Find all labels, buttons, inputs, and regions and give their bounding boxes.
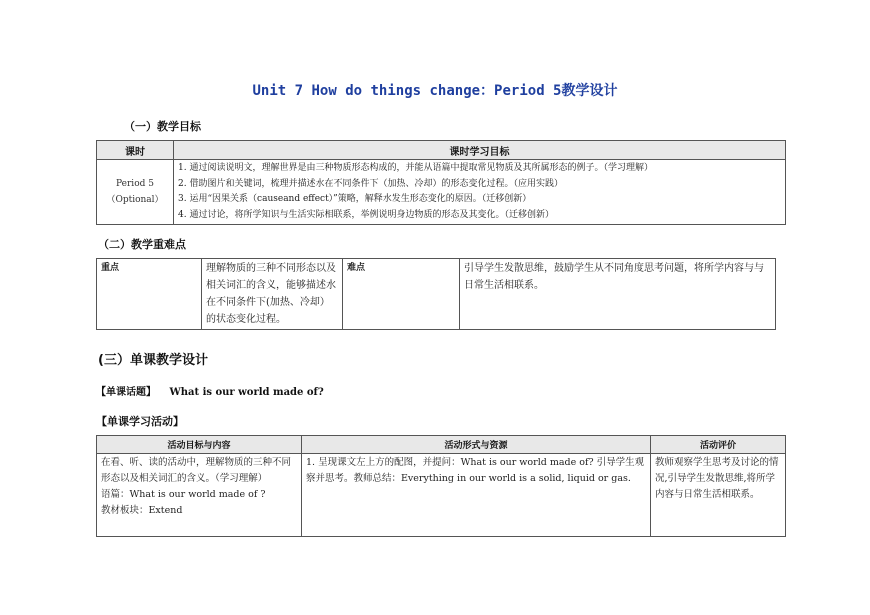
activity-table-header	[97, 436, 786, 454]
activity-module: 教材板块：Extend	[101, 505, 183, 516]
goal-item: 2. 借助图片和关键词，梳理并描述水在不同条件下（加热、冷却）的形态变化过程。（应用实践）	[178, 178, 563, 189]
col-form-header: 活动形式与资源	[302, 436, 651, 454]
goals-table	[96, 140, 786, 225]
col-goals-header: 课时学习目标	[174, 141, 786, 160]
goals-cell	[174, 160, 786, 225]
period-cell	[97, 160, 174, 225]
topic-question: What is our world made of?	[169, 387, 324, 398]
goal-item: 4. 通过讨论，将所学知识与生活实际相联系，举例说明身边物质的形态及其变化。（迁移创新）	[178, 209, 554, 220]
difficult-point-content: 引导学生发散思维，鼓励学生从不同角度思考问题，将所学内容与与日常生活相联系。	[460, 259, 776, 330]
col-goal-header: 活动目标与内容	[97, 436, 302, 454]
key-points-row	[97, 259, 776, 330]
key-points-table	[96, 258, 776, 330]
section-2-heading: （二）教学重难点	[98, 238, 186, 251]
activity-goal-cell	[97, 454, 302, 537]
topic-label: 【单课话题】	[96, 387, 156, 398]
col-period-header: 课时	[97, 141, 174, 160]
goals-table-row	[97, 160, 786, 225]
period-optional: （Optional）	[106, 195, 164, 205]
section-3-heading: (三）单课教学设计	[98, 353, 208, 368]
period-label: Period 5	[116, 179, 154, 189]
activity-table	[96, 435, 786, 537]
activity-eval-cell: 教师观察学生思考及讨论的情况,引导学生发散思维,将所学内容与日常生活相联系。	[651, 454, 786, 537]
section-1-heading: （一）教学目标	[124, 120, 201, 133]
activity-passage: 语篇：What is our world made of ?	[101, 489, 266, 500]
goals-table-header	[97, 141, 786, 160]
key-point-content: 理解物质的三种不同形态以及相关词汇的含义，能够描述水在不同条件下(加热、冷却）的状态变化过程。	[202, 259, 343, 330]
lesson-topic	[96, 383, 324, 398]
goal-item: 1. 通过阅读说明文，理解世界是由三种物质形态构成的，并能从语篇中提取常见物质及其所属形态的例子。（学习理解）	[178, 163, 653, 173]
activity-label: 【单课学习活动】	[96, 415, 184, 428]
col-eval-header: 活动评价	[651, 436, 786, 454]
goal-item: 3. 运用“因果关系（causeand effect）”策略，解释水发生形态变化的原因。（迁移创新）	[178, 194, 532, 204]
document-title: Unit 7 How do things change：Period 5教学设计	[252, 83, 618, 99]
difficult-point-label: 难点	[343, 259, 460, 330]
activity-row	[97, 454, 786, 537]
activity-form-cell: 1. 呈现课文左上方的配图，并提问：What is our world made of? 引导学生观察并思考。教师总结：Everything in our world is a solid, liquid or gas.	[302, 454, 651, 537]
key-point-label: 重点	[97, 259, 202, 330]
activity-goal-text: 在看、听、读的活动中，理解物质的三种不同形态以及相关词汇的含义。（学习理解）	[101, 457, 292, 484]
